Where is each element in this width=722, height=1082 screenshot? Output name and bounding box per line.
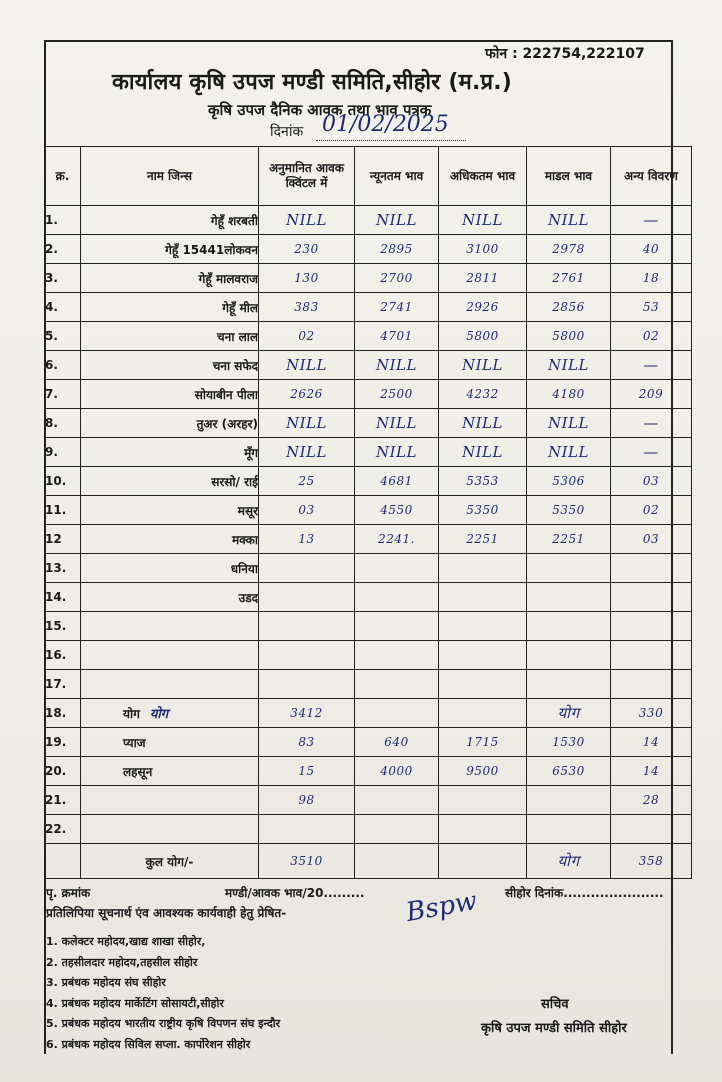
- table-row: [45, 380, 692, 409]
- distribution-item: 6. प्रबंधक महोदय सिविल सप्ला. कार्पोरेशन सीहोर: [46, 1037, 251, 1051]
- cell-model: [527, 670, 611, 699]
- commodity-name: सरसो/ राई: [81, 467, 259, 496]
- table-row: [45, 438, 692, 467]
- cell-min: NILL: [355, 351, 439, 380]
- yoga-handwritten-tag: योग: [149, 707, 169, 722]
- cell-model: NILL: [527, 438, 611, 467]
- cell-other: 330: [611, 699, 692, 728]
- row-sn: 2.: [45, 235, 81, 264]
- cell-arrival: NILL: [259, 438, 355, 467]
- cell-min: [355, 699, 439, 728]
- cell-arrival: 13: [259, 525, 355, 554]
- cell-arrival: 130: [259, 264, 355, 293]
- col-header-other: अन्य विवरण: [611, 147, 692, 206]
- cell-other: [611, 641, 692, 670]
- cell-min: 4550: [355, 496, 439, 525]
- cell-model: योग: [527, 699, 611, 728]
- cell-model: 2856: [527, 293, 611, 322]
- cell-model: 6530: [527, 757, 611, 786]
- cell-model: 4180: [527, 380, 611, 409]
- table-row: [45, 641, 692, 670]
- cell-max: 3100: [439, 235, 527, 264]
- col-header-model: माडल भाव: [527, 147, 611, 206]
- row-sn: 8.: [45, 409, 81, 438]
- cell-other: [611, 554, 692, 583]
- row-sn: 1.: [45, 206, 81, 235]
- row-sn: 3.: [45, 264, 81, 293]
- total-min-cell: [355, 844, 439, 879]
- cell-max: 5350: [439, 496, 527, 525]
- cell-arrival: [259, 583, 355, 612]
- commodity-name: [81, 699, 259, 728]
- cell-model: 5800: [527, 322, 611, 351]
- table-row: [45, 670, 692, 699]
- row-sn: 20.: [45, 757, 81, 786]
- cell-other: 03: [611, 525, 692, 554]
- row-sn: 11.: [45, 496, 81, 525]
- cell-arrival: 3412: [259, 699, 355, 728]
- table-row: [45, 757, 692, 786]
- signature: Bspw: [403, 886, 480, 928]
- cell-other: [611, 612, 692, 641]
- commodity-name: [81, 670, 259, 699]
- commodity-name: चना सफेद: [81, 351, 259, 380]
- row-sn: 4.: [45, 293, 81, 322]
- commodity-name: मसूर: [81, 496, 259, 525]
- cell-min: NILL: [355, 206, 439, 235]
- cell-min: 2500: [355, 380, 439, 409]
- table-header-row: [45, 147, 692, 206]
- cell-min: 2700: [355, 264, 439, 293]
- cell-min: [355, 786, 439, 815]
- col-header-name: नाम जिन्स: [81, 147, 259, 206]
- cell-max: [439, 612, 527, 641]
- table-row: [45, 322, 692, 351]
- cell-other: 40: [611, 235, 692, 264]
- table-row: [45, 525, 692, 554]
- cell-other: 02: [611, 322, 692, 351]
- cell-model: [527, 786, 611, 815]
- commodity-name: मूँग: [81, 438, 259, 467]
- commodity-name: [81, 786, 259, 815]
- cell-other: 209: [611, 380, 692, 409]
- table-row: [45, 293, 692, 322]
- table-row: [45, 554, 692, 583]
- cell-min: [355, 554, 439, 583]
- table-row: [45, 264, 692, 293]
- cell-max: 1715: [439, 728, 527, 757]
- price-table: [44, 146, 692, 879]
- table-row: [45, 496, 692, 525]
- table-row: [45, 583, 692, 612]
- cell-other: —: [611, 409, 692, 438]
- table-row: [45, 699, 692, 728]
- cell-min: [355, 583, 439, 612]
- commodity-name: गेहूँ 15441लोकवन: [81, 235, 259, 264]
- commodity-name: [81, 815, 259, 844]
- sehore-date: सीहोर दिनांक......................: [505, 886, 664, 900]
- cell-max: 2251: [439, 525, 527, 554]
- row-sn: 15.: [45, 612, 81, 641]
- cell-arrival: [259, 554, 355, 583]
- cell-other: 14: [611, 728, 692, 757]
- mandi-reference: मण्डी/आवक भाव/20.........: [225, 886, 365, 900]
- commodity-name: सोयाबीन पीला: [81, 380, 259, 409]
- cell-arrival: 230: [259, 235, 355, 264]
- row-sn: 6.: [45, 351, 81, 380]
- distribution-item: 2. तहसीलदार महोदय,तहसील सीहोर: [46, 955, 198, 969]
- row-sn: 12: [45, 525, 81, 554]
- table-row: [45, 467, 692, 496]
- cell-arrival: 02: [259, 322, 355, 351]
- commodity-name: [81, 612, 259, 641]
- handwritten-date: 01/02/2025: [322, 112, 449, 137]
- cell-model: NILL: [527, 409, 611, 438]
- cell-arrival: 25: [259, 467, 355, 496]
- cell-arrival: [259, 612, 355, 641]
- distribution-list: [46, 932, 280, 1055]
- table-row: [45, 728, 692, 757]
- row-sn: 19.: [45, 728, 81, 757]
- col-header-sn: क्र.: [45, 147, 81, 206]
- cell-min: 640: [355, 728, 439, 757]
- commodity-name: उडद: [81, 583, 259, 612]
- cell-model: NILL: [527, 351, 611, 380]
- table-row: [45, 235, 692, 264]
- cell-other: 28: [611, 786, 692, 815]
- cell-max: [439, 554, 527, 583]
- office-title: कार्यालय कृषि उपज मण्डी समिति,सीहोर (म.प्र.): [112, 70, 513, 95]
- total-arrival: 3510: [259, 844, 355, 879]
- table-row: [45, 815, 692, 844]
- cell-model: [527, 554, 611, 583]
- cell-arrival: NILL: [259, 351, 355, 380]
- cell-min: 2895: [355, 235, 439, 264]
- cell-model: 5350: [527, 496, 611, 525]
- cell-min: [355, 815, 439, 844]
- cell-arrival: 15: [259, 757, 355, 786]
- distribution-item: 3. प्रबंधक महोदय संघ सीहोर: [46, 976, 166, 989]
- commodity-name: [81, 757, 259, 786]
- commodity-name: गेहूँ मालवराज: [81, 264, 259, 293]
- cell-model: [527, 612, 611, 641]
- cell-arrival: 83: [259, 728, 355, 757]
- cell-model: 2761: [527, 264, 611, 293]
- cell-max: NILL: [439, 409, 527, 438]
- commodity-name: धनिया: [81, 554, 259, 583]
- commodity-name: [81, 641, 259, 670]
- row-sn: 9.: [45, 438, 81, 467]
- row-sn: 21.: [45, 786, 81, 815]
- cell-max: 4232: [439, 380, 527, 409]
- col-header-arrival: अनुमानित आवक क्विंटल में: [259, 147, 355, 206]
- cell-max: [439, 583, 527, 612]
- date-underline: [316, 140, 466, 141]
- cell-arrival: [259, 641, 355, 670]
- cell-other: 18: [611, 264, 692, 293]
- distribution-item: 5. प्रबंधक महोदय भारतीय राष्ट्रीय कृषि विपणन संघ इन्दौर: [46, 1017, 281, 1030]
- row-sn: 7.: [45, 380, 81, 409]
- cell-arrival: 03: [259, 496, 355, 525]
- cell-max: 2811: [439, 264, 527, 293]
- total-other: 358: [611, 844, 692, 879]
- cell-model: [527, 815, 611, 844]
- cell-other: 03: [611, 467, 692, 496]
- commodity-name: गेहूँ शरबती: [81, 206, 259, 235]
- cell-min: [355, 612, 439, 641]
- cell-min: [355, 641, 439, 670]
- total-label: कुल योग/-: [81, 844, 259, 879]
- table-row: [45, 612, 692, 641]
- cell-model: NILL: [527, 206, 611, 235]
- cell-max: NILL: [439, 438, 527, 467]
- row-sn: 18.: [45, 699, 81, 728]
- cell-arrival: [259, 670, 355, 699]
- cell-min: 4681: [355, 467, 439, 496]
- cell-min: 4000: [355, 757, 439, 786]
- cell-max: NILL: [439, 351, 527, 380]
- reference-number: पृ. क्रमांक: [46, 886, 91, 900]
- cell-other: [611, 815, 692, 844]
- cell-arrival: 383: [259, 293, 355, 322]
- date-label: दिनांक: [270, 124, 304, 140]
- copy-to-line: प्रतिलिपिया सूचनार्थ एंव आवश्यक कार्यवाही हेतु प्रेषित-: [46, 906, 287, 920]
- cell-arrival: [259, 815, 355, 844]
- cell-arrival: NILL: [259, 409, 355, 438]
- cell-other: —: [611, 206, 692, 235]
- cell-max: 2926: [439, 293, 527, 322]
- cell-model: 2251: [527, 525, 611, 554]
- commodity-name: चना लाल: [81, 322, 259, 351]
- cell-model: 2978: [527, 235, 611, 264]
- cell-max: 5800: [439, 322, 527, 351]
- commodity-label: योग: [123, 707, 140, 721]
- cell-model: 5306: [527, 467, 611, 496]
- table-row: [45, 206, 692, 235]
- total-model-tag: योग: [527, 844, 611, 879]
- commodity-name: गेहूँ मील: [81, 293, 259, 322]
- cell-max: [439, 786, 527, 815]
- distribution-item: 4. प्रबंधक महोदय मार्केटिंग सोसायटी,सीहोर: [46, 996, 224, 1010]
- cell-other: 02: [611, 496, 692, 525]
- cell-model: [527, 583, 611, 612]
- cell-max: NILL: [439, 206, 527, 235]
- row-sn: 22.: [45, 815, 81, 844]
- cell-other: —: [611, 438, 692, 467]
- cell-other: [611, 670, 692, 699]
- cell-min: NILL: [355, 438, 439, 467]
- total-row: [45, 844, 692, 879]
- cell-other: 14: [611, 757, 692, 786]
- cell-model: [527, 641, 611, 670]
- table-row: [45, 786, 692, 815]
- cell-max: 5353: [439, 467, 527, 496]
- cell-model: 1530: [527, 728, 611, 757]
- commodity-label: लहसून: [123, 764, 153, 779]
- cell-max: [439, 641, 527, 670]
- cell-arrival: NILL: [259, 206, 355, 235]
- col-header-max: अधिकतम भाव: [439, 147, 527, 206]
- cell-arrival: 2626: [259, 380, 355, 409]
- cell-max: [439, 699, 527, 728]
- commodity-name: तुअर (अरहर): [81, 409, 259, 438]
- commodity-name: [81, 728, 259, 757]
- cell-other: [611, 583, 692, 612]
- cell-min: 2241.: [355, 525, 439, 554]
- cell-min: NILL: [355, 409, 439, 438]
- distribution-item: 1. कलेक्टर महोदय,खाद्य शाखा सीहोर,: [46, 935, 206, 948]
- row-sn: 14.: [45, 583, 81, 612]
- table-row: [45, 351, 692, 380]
- total-sn-cell: [45, 844, 81, 879]
- total-max-cell: [439, 844, 527, 879]
- col-header-min: न्यूनतम भाव: [355, 147, 439, 206]
- cell-max: [439, 815, 527, 844]
- phone-numbers: फोन : 222754,222107: [485, 46, 645, 62]
- table-row: [45, 409, 692, 438]
- cell-max: 9500: [439, 757, 527, 786]
- cell-min: 4701: [355, 322, 439, 351]
- cell-other: 53: [611, 293, 692, 322]
- commodity-label: प्याज: [123, 735, 146, 750]
- cell-max: [439, 670, 527, 699]
- form-subtitle: कृषि उपज दैनिक आवक तथा भाव पत्रक: [208, 101, 432, 119]
- cell-arrival: 98: [259, 786, 355, 815]
- committee-name: कृषि उपज मण्डी समिति सीहोर: [481, 1021, 627, 1036]
- row-sn: 17.: [45, 670, 81, 699]
- row-sn: 10.: [45, 467, 81, 496]
- row-sn: 13.: [45, 554, 81, 583]
- cell-other: —: [611, 351, 692, 380]
- row-sn: 5.: [45, 322, 81, 351]
- commodity-name: मक्का: [81, 525, 259, 554]
- cell-min: [355, 670, 439, 699]
- cell-min: 2741: [355, 293, 439, 322]
- row-sn: 16.: [45, 641, 81, 670]
- secretary-title: सचिव: [541, 997, 569, 1012]
